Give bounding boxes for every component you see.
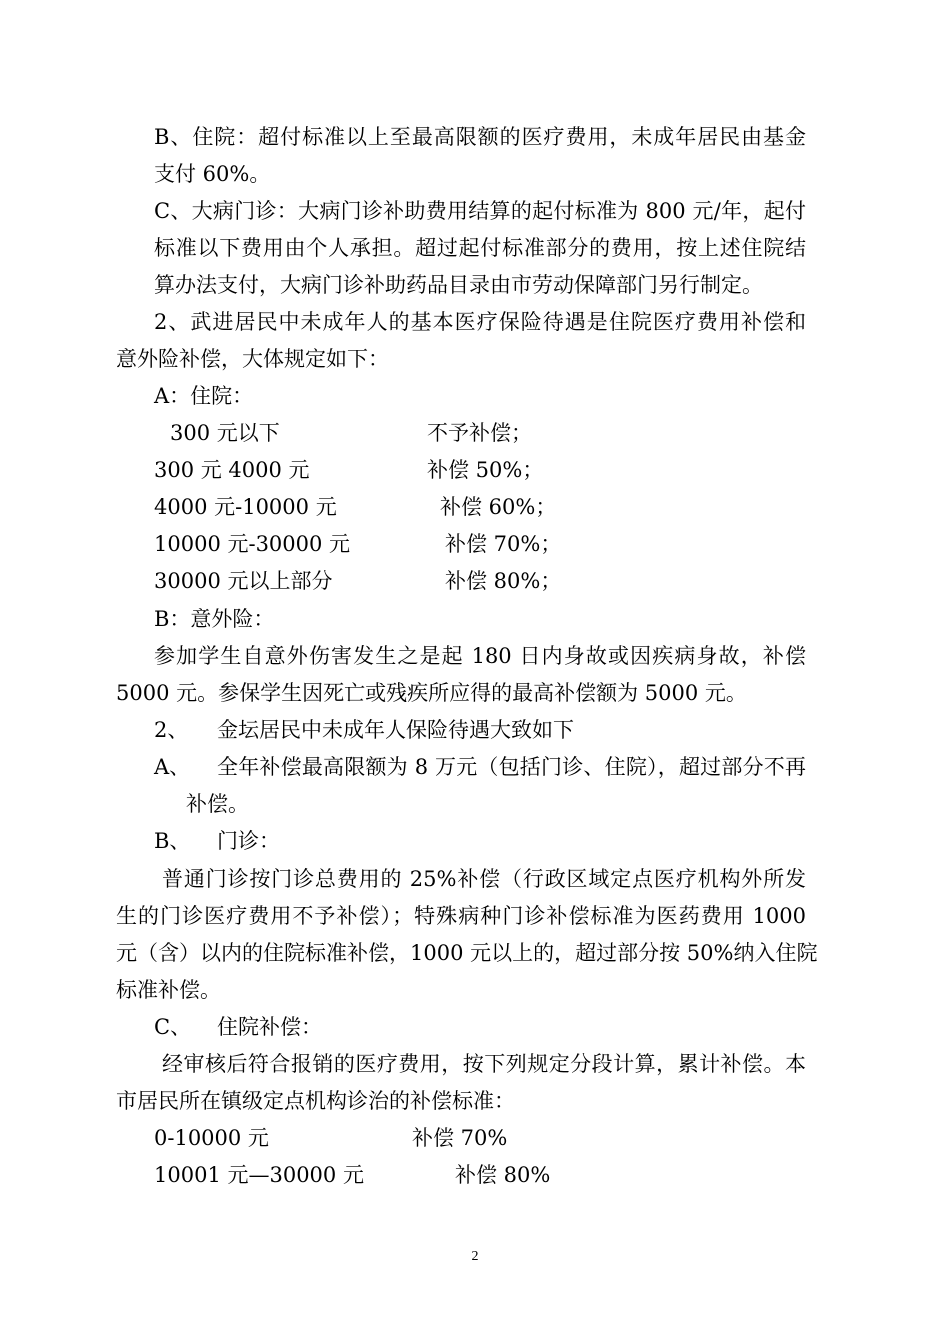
table-row-range: 4000 元-10000 元 xyxy=(154,495,337,519)
paragraph-line: 标准以下费用由个人承担。超过起付标准部分的费用，按上述住院结 xyxy=(154,236,806,260)
table-row-rate: 补偿 60%； xyxy=(440,495,557,519)
paragraph-line: 生的门诊医疗费用不予补偿）；特殊病种门诊补偿标准为医药费用 1000 xyxy=(116,904,806,928)
table-row-range: 300 元以下 xyxy=(170,421,280,445)
section-heading: A：住院： xyxy=(154,384,254,408)
paragraph-line: 标准补偿。 xyxy=(116,978,221,1002)
table-row-range: 30000 元以上部分 xyxy=(154,569,333,593)
list-marker: B、 xyxy=(154,829,191,853)
paragraph-line: 市居民所在镇级定点机构诊治的补偿标准： xyxy=(116,1089,515,1113)
list-marker: C、 xyxy=(154,1015,192,1039)
table-row-rate: 补偿 50%； xyxy=(427,458,544,482)
table-row-rate: 补偿 80%； xyxy=(445,569,562,593)
table-row-range: 10001 元—30000 元 xyxy=(154,1163,364,1187)
paragraph-line: 全年补偿最高限额为 8 万元（包括门诊、住院），超过部分不再 xyxy=(217,755,806,779)
paragraph-line: 经审核后符合报销的医疗费用，按下列规定分段计算，累计补偿。本 xyxy=(162,1052,806,1076)
table-row-range: 0-10000 元 xyxy=(154,1126,269,1150)
paragraph-line: 元（含）以内的住院标准补偿，1000 元以上的，超过部分按 50%纳入住院 xyxy=(116,941,818,965)
page-number: 2 xyxy=(471,1249,479,1264)
paragraph-line: 意外险补偿，大体规定如下： xyxy=(116,347,389,371)
section-heading: 住院补偿： xyxy=(217,1015,322,1039)
paragraph-line: 补偿。 xyxy=(186,792,249,816)
list-marker: A、 xyxy=(154,755,191,779)
paragraph-line: 5000 元。参保学生因死亡或残疾所应得的最高补偿额为 5000 元。 xyxy=(116,681,747,705)
list-marker: 2、 xyxy=(154,718,189,742)
paragraph-line: 2、武进居民中未成年人的基本医疗保险待遇是住院医疗费用补偿和 xyxy=(154,310,806,334)
table-row-range: 300 元 4000 元 xyxy=(154,458,310,482)
table-row-rate: 补偿 70% xyxy=(412,1126,508,1150)
table-row-rate: 不予补偿； xyxy=(427,421,532,445)
section-heading: B：意外险： xyxy=(154,607,275,631)
table-row-range: 10000 元-30000 元 xyxy=(154,532,351,556)
section-heading: 门诊： xyxy=(217,829,280,853)
paragraph-line: C、大病门诊：大病门诊补助费用结算的起付标准为 800 元/年，起付 xyxy=(154,199,806,223)
paragraph-line: 支付 60%。 xyxy=(154,162,271,186)
paragraph-line: B、住院：超付标准以上至最高限额的医疗费用，未成年居民由基金 xyxy=(154,125,806,149)
section-heading: 金坛居民中未成年人保险待遇大致如下 xyxy=(217,718,574,742)
paragraph-line: 参加学生自意外伤害发生之是起 180 日内身故或因疾病身故，补偿 xyxy=(154,644,806,668)
paragraph-line: 普通门诊按门诊总费用的 25%补偿（行政区域定点医疗机构外所发 xyxy=(162,867,806,891)
table-row-rate: 补偿 80% xyxy=(455,1163,551,1187)
table-row-rate: 补偿 70%； xyxy=(445,532,562,556)
paragraph-line: 算办法支付，大病门诊补助药品目录由市劳动保障部门另行制定。 xyxy=(154,273,763,297)
